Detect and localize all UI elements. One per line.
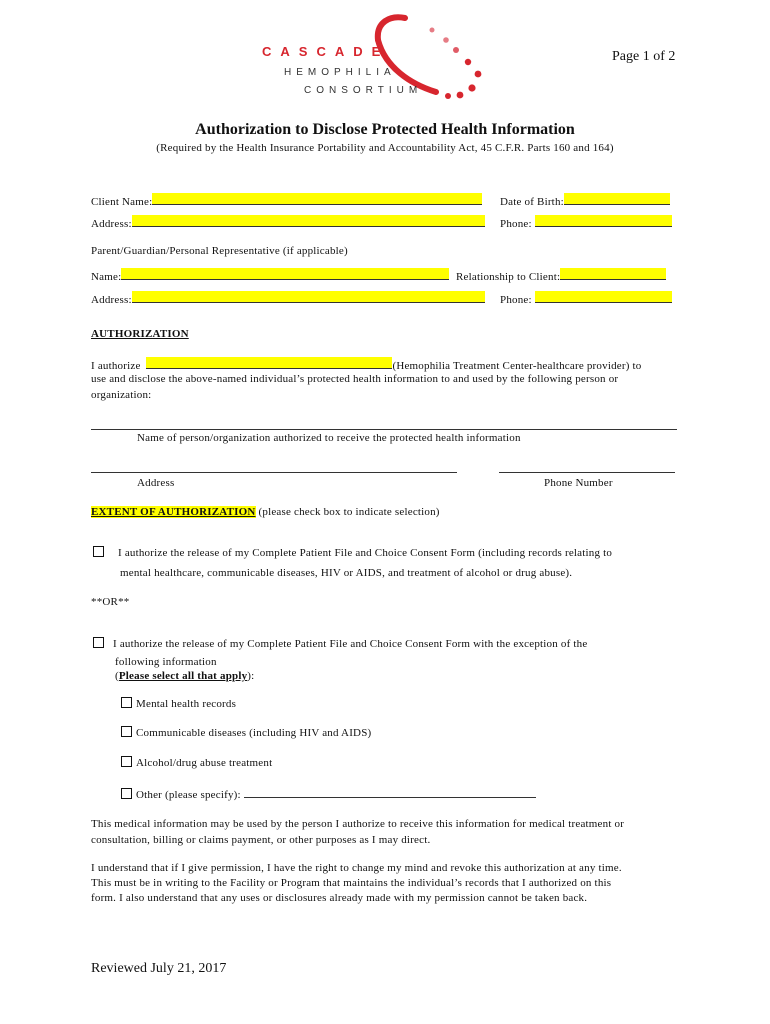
option-exceptions <box>93 637 587 650</box>
client-address-row <box>91 215 485 230</box>
page-number: Page 1 of 2 <box>612 49 676 64</box>
guardian-name-label: Name: <box>91 271 122 283</box>
exception-communicable-checkbox[interactable] <box>121 726 132 737</box>
or-label: **OR** <box>91 596 130 608</box>
guardian-relationship-row <box>456 268 666 283</box>
authorize-provider-row <box>91 357 642 372</box>
guardian-name-row <box>91 268 449 283</box>
usage-paragraph-line-1: This medical information may be used by the person I authorize to receive this information for medical treatment or <box>91 818 625 830</box>
exception-other-label: Other (please specify): <box>136 789 241 801</box>
page-title: Authorization to Disclose Protected Health Information <box>195 121 575 138</box>
guardian-relationship-label: Relationship to Client: <box>456 271 561 283</box>
exception-alcohol-drug-checkbox[interactable] <box>121 756 132 767</box>
exception-mental-health <box>121 697 236 710</box>
authorize-prefix: I authorize <box>91 360 141 372</box>
logo <box>200 12 490 102</box>
exception-other-checkbox[interactable] <box>121 788 132 799</box>
exception-alcohol-drug-label: Alcohol/drug abuse treatment <box>136 757 273 769</box>
select-all-close: ): <box>247 670 255 682</box>
exception-other-field[interactable] <box>244 786 536 798</box>
option-complete-line-2: mental healthcare, communicable diseases, HIV or AIDS, and treatment of alcohol or drug abuse). <box>120 567 573 579</box>
client-phone-label: Phone: <box>500 218 532 230</box>
authorize-suffix: (Hemophilia Treatment Center-healthcare provider) to <box>392 360 642 372</box>
client-dob-row <box>500 193 670 208</box>
client-name-row <box>91 193 482 208</box>
revoke-paragraph-line-2: This must be in writing to the Facility or Program that maintains the individual’s records that I authorized on this <box>91 877 612 889</box>
guardian-relationship-field[interactable] <box>560 268 666 280</box>
recipient-phone-field[interactable] <box>499 461 675 473</box>
guardian-phone-label: Phone: <box>500 294 532 306</box>
guardian-name-field[interactable] <box>121 268 449 280</box>
extent-heading: EXTENT OF AUTHORIZATION <box>91 506 256 518</box>
client-name-label: Client Name: <box>91 196 153 208</box>
revoke-paragraph-line-3: form. I also understand that any uses or disclosures already made with my permission cannot be taken back. <box>91 892 588 904</box>
client-name-field[interactable] <box>152 193 482 205</box>
review-date: Reviewed July 21, 2017 <box>91 961 227 976</box>
guardian-phone-field[interactable] <box>535 291 672 303</box>
recipient-name-caption: Name of person/organization authorized to receive the protected health information <box>137 432 521 444</box>
exception-mental-health-label: Mental health records <box>136 698 237 710</box>
client-address-field[interactable] <box>132 215 485 227</box>
page-subtitle: (Required by the Health Insurance Portability and Accountability Act, 45 C.F.R. Parts 160 and 164) <box>156 142 614 154</box>
client-dob-field[interactable] <box>564 193 670 205</box>
guardian-address-label: Address: <box>91 294 132 306</box>
option-complete-checkbox[interactable] <box>93 546 104 557</box>
usage-paragraph-line-2: consultation, billing or claims payment, or other purposes as I may direct. <box>91 834 431 846</box>
option-complete-file <box>93 546 612 559</box>
extent-instruction: (please check box to indicate selection) <box>258 506 440 518</box>
extent-row <box>91 506 440 518</box>
option-exceptions-line-2: following information <box>115 656 217 668</box>
option-exceptions-line-1: I authorize the release of my Complete Patient File and Choice Consent Form with the exception of the <box>113 638 588 650</box>
provider-field[interactable] <box>146 357 392 369</box>
logo-line-hemophilia: HEMOPHILIA <box>284 67 396 78</box>
authorize-line-3: organization: <box>91 389 152 401</box>
client-address-label: Address: <box>91 218 132 230</box>
client-phone-field[interactable] <box>535 215 672 227</box>
logo-line-consortium: CONSORTIUM <box>304 85 423 96</box>
authorize-line-2: use and disclose the above-named individual’s protected health information to and used by the following person or <box>91 373 619 385</box>
guardian-address-row <box>91 291 485 306</box>
exception-alcohol-drug <box>121 756 272 769</box>
exception-communicable <box>121 726 371 739</box>
guardian-heading: Parent/Guardian/Personal Representative (if applicable) <box>91 245 348 257</box>
recipient-name-field[interactable] <box>91 418 677 430</box>
authorization-heading: AUTHORIZATION <box>91 328 189 340</box>
exception-other <box>121 786 536 801</box>
option-complete-line-1: I authorize the release of my Complete Patient File and Choice Consent Form (including records relating to <box>118 547 613 559</box>
option-exceptions-checkbox[interactable] <box>93 637 104 648</box>
recipient-address-field[interactable] <box>91 461 457 473</box>
guardian-address-field[interactable] <box>132 291 485 303</box>
select-all-open: ( <box>115 670 119 682</box>
select-all-label: Please select all that apply <box>118 670 248 682</box>
select-all-row <box>115 670 254 682</box>
logo-line-cascade: CASCADE <box>262 44 390 59</box>
guardian-phone-row <box>500 291 672 306</box>
exception-communicable-label: Communicable diseases (including HIV and AIDS) <box>136 727 372 739</box>
client-dob-label: Date of Birth: <box>500 196 564 208</box>
client-phone-row <box>500 215 672 230</box>
revoke-paragraph-line-1: I understand that if I give permission, I have the right to change my mind and revoke this authorization at any time. <box>91 862 622 874</box>
recipient-address-caption: Address <box>137 477 175 489</box>
exception-mental-health-checkbox[interactable] <box>121 697 132 708</box>
recipient-phone-caption: Phone Number <box>544 477 613 489</box>
